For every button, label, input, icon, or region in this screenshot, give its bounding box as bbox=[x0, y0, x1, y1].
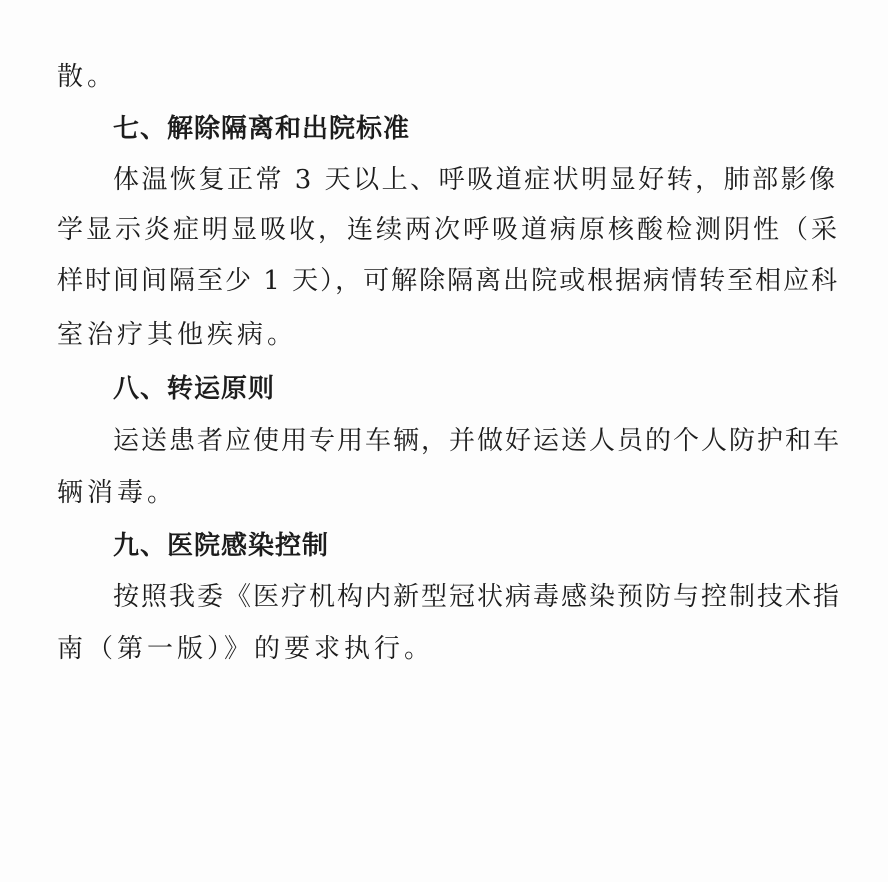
section-seven-body-line-4: 室治疗其他疾病。 bbox=[57, 320, 298, 350]
section-nine-body-line-1: 按照我委《医疗机构内新型冠状病毒感染预防与控制技术指 bbox=[113, 582, 842, 612]
section-nine-body-line-2: 南（第一版）》的要求执行。 bbox=[57, 634, 435, 664]
section-heading-seven: 七、解除隔离和出院标准 bbox=[113, 114, 411, 144]
section-seven-body-line-1: 体温恢复正常 3 天以上、呼吸道症状明显好转，肺部影像 bbox=[113, 165, 838, 195]
section-eight-body-line-1: 运送患者应使用专用车辆，并做好运送人员的个人防护和车 bbox=[113, 426, 842, 456]
section-seven-body-line-2: 学显示炎症明显吸收，连续两次呼吸道病原核酸检测阴性（采 bbox=[57, 215, 841, 245]
section-seven-body-line-3: 样时间间隔至少 1 天），可解除隔离出院或根据病情转至相应科 bbox=[57, 266, 840, 296]
section-eight-body-line-2: 辆消毒。 bbox=[57, 478, 178, 508]
section-heading-eight: 八、转运原则 bbox=[113, 374, 276, 404]
paragraph-continuation-line: 散。 bbox=[57, 62, 118, 92]
section-heading-nine: 九、医院感染控制 bbox=[113, 531, 330, 561]
